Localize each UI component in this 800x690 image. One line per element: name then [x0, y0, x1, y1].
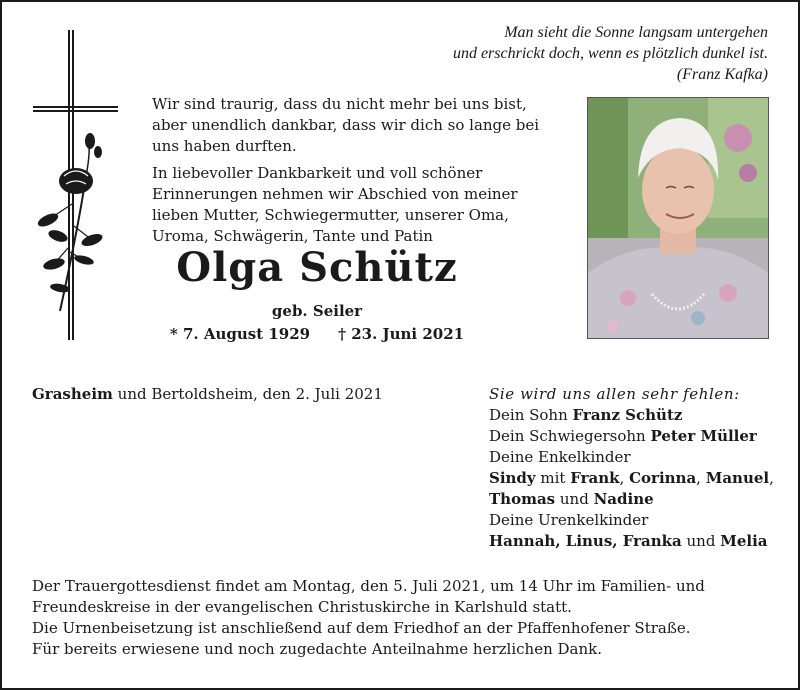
cross-with-rose-icon	[28, 26, 118, 346]
birth-date: * 7. August 1929	[169, 325, 311, 343]
intro-p2-line-4: Uroma, Schwägerin, Tante und Patin	[152, 227, 433, 245]
service-line-1: Der Trauergottesdienst findet am Montag, den 5. Juli 2021, um 14 Uhr im Familien- und	[32, 577, 705, 595]
connector-text: und	[681, 532, 721, 550]
maiden-name: geb. Seiler	[271, 302, 363, 320]
son-label: Dein Sohn	[489, 406, 573, 424]
intro-p2-line-3: lieben Mutter, Schwiegermutter, unserer Oma,	[152, 206, 509, 224]
grandchild-name: Nadine	[593, 490, 654, 508]
grandchildren-line-1	[489, 468, 789, 489]
intro-text	[152, 94, 572, 253]
great-grandchild-names: Hannah, Linus, Franka	[489, 532, 682, 550]
mourner-son-in-law	[489, 426, 789, 447]
service-line-3: Die Urnenbeisetzung ist anschließend auf dem Friedhof an der Pfaffenhofener Straße.	[32, 619, 691, 637]
mourner-son	[489, 405, 789, 426]
kafka-quote	[453, 22, 768, 85]
son-in-law-name: Peter Müller	[650, 427, 757, 445]
connector-text: ,	[696, 469, 706, 487]
intro-p2-line-1: In liebevoller Dankbarkeit und voll schöner	[152, 164, 483, 182]
connector-text: ,	[769, 469, 774, 487]
quote-line-2: und erschrickt doch, wenn es plötzlich dunkel ist.	[452, 45, 768, 62]
grandchild-name: Sindy	[489, 469, 536, 487]
life-dates	[152, 324, 482, 345]
great-grandchildren-label: Deine Urenkelkinder	[489, 511, 649, 529]
place-date-rest: und Bertoldsheim, den 2. Juli 2021	[112, 385, 383, 403]
place-name: Grasheim	[32, 385, 113, 403]
intro-paragraph-2	[152, 163, 572, 247]
son-in-law-label: Dein Schwiegersohn	[489, 427, 651, 445]
quote-line-1: Man sieht die Sonne langsam untergehen	[504, 24, 768, 41]
mourners-heading: Sie wird uns allen sehr fehlen:	[489, 385, 740, 403]
grandchildren-label: Deine Enkelkinder	[489, 448, 631, 466]
death-date: † 23. Juni 2021	[338, 325, 465, 343]
mourners-list	[489, 384, 789, 552]
grandchild-name: Corinna	[629, 469, 697, 487]
connector-text: ,	[619, 469, 630, 487]
service-information	[32, 576, 782, 660]
service-line-2: Freundeskreise in der evangelischen Christuskirche in Karlshuld statt.	[32, 598, 572, 616]
connector-text: und	[555, 490, 594, 508]
great-grandchild-name: Melia	[720, 532, 768, 550]
place-and-date	[32, 384, 383, 405]
intro-p2-line-2: Erinnerungen nehmen wir Abschied von meiner	[152, 185, 518, 203]
intro-p1-line-1: Wir sind traurig, dass du nicht mehr bei uns bist,	[152, 95, 527, 113]
intro-p1-line-2: aber unendlich dankbar, dass wir dich so lange bei	[152, 116, 540, 134]
connector-text: mit	[535, 469, 571, 487]
service-line-4: Für bereits erwiesene und noch zugedachte Anteilnahme herzlichen Dank.	[32, 640, 602, 658]
portrait-image	[588, 98, 768, 338]
son-name: Franz Schütz	[572, 406, 683, 424]
great-grandchildren-line	[489, 531, 789, 552]
quote-author: (Franz Kafka)	[676, 66, 768, 83]
portrait-photo	[587, 97, 769, 339]
grandchild-name: Thomas	[489, 490, 556, 508]
deceased-name: Olga Schütz	[176, 244, 458, 291]
intro-p1-line-3: uns haben durften.	[152, 137, 297, 155]
grandchild-name: Manuel	[705, 469, 770, 487]
intro-paragraph-1	[152, 94, 572, 157]
grandchild-name: Frank	[570, 469, 620, 487]
grandchildren-line-2	[489, 489, 789, 510]
